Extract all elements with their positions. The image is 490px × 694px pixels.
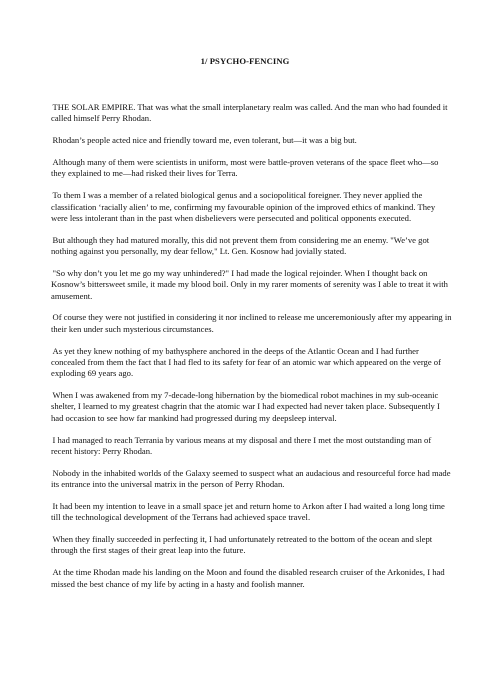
paragraph-14: At the time Rhodan made his landing on the Moon and found the disabled research cruiser of the Arkonides, I had missed the best chance of my life by acting in a hasty and foolish manner. [51,567,445,589]
paragraph-4: To them I was a member of a related biological genus and a sociopolitical foreigner. They never applied the classification ‘racially alien’ to me, confirming my favourable opinion of the improved ethics of mankind. They were less intolerant than in the past when disbelievers were persecuted and political opponents executed. [51,190,436,223]
paragraph-2: Rhodan’s people acted nice and friendly toward me, even tolerant, but—it was a big but. [52,135,357,146]
paragraph-7: Of course they were not justified in considering it nor inclined to release me unceremoniously after my appearing in their ken under such mysterious circumstances. [51,312,452,334]
paragraph-8: As yet they knew nothing of my bathysphere anchored in the deeps of the Atlantic Ocean and I had further concealed from them the fact that I had fled to its safety for fear of an atomic war which appeared on the verge of exploding 69 years ago. [51,345,441,379]
paragraph-3: Although many of them were scientists in uniform, most were battle-proven veterans of the space fleet who—so they explained to me—had risked their lives for Terra. [51,157,439,179]
paragraph-10: I had managed to reach Terrania by various means at my disposal and there I met the most outstanding man of recent history: Perry Rhodan. [51,434,432,456]
paragraph-6: "So why don’t you let me go my way unhindered?" I had made the logical rejoinder. When I thought back on Kosnow’s bittersweet smile, it made my blood boil. Only in my rarer moments of serenity was I able to treat it with amusement. [51,267,448,301]
paragraph-13: When they finally succeeded in perfecting it, I had unfortunately retreated to the bottom of the ocean and slept through the first stages of their great leap into the future. [51,534,433,556]
paragraph-9: When I was awakened from my 7-decade-long hibernation by the biomedical robot machines in my sub-oceanic shelter, I learned to my greatest chagrin that the atomic war I had expected had never taken place. Subsequently I had occasion to see how far mankind had progressed during my deepsleep interval. [51,390,440,423]
body-text [51,102,453,601]
paragraph-11: Nobody in the inhabited worlds of the Galaxy seemed to suspect what an audacious and resourceful force had made its entrance into the universal matrix in the person of Perry Rhodan. [51,467,451,490]
paragraph-1: THE SOLAR EMPIRE. That was what the small interplanetary realm was called. And the man who had founded it called himself Perry Rhodan. [51,102,448,124]
paragraph-5: But although they had matured morally, this did not prevent them from considering me an enemy. "We’ve got nothing against you personally, my dear fellow," Lt. Gen. Kosnow had jovially stated. [51,234,430,257]
chapter-title: 1/ PSYCHO-FENCING [200,56,290,66]
paragraph-12: It had been my intention to leave in a small space jet and return home to Arkon after I had waited a long long time till the technological development of the Terrans had achieved space travel. [51,500,445,523]
